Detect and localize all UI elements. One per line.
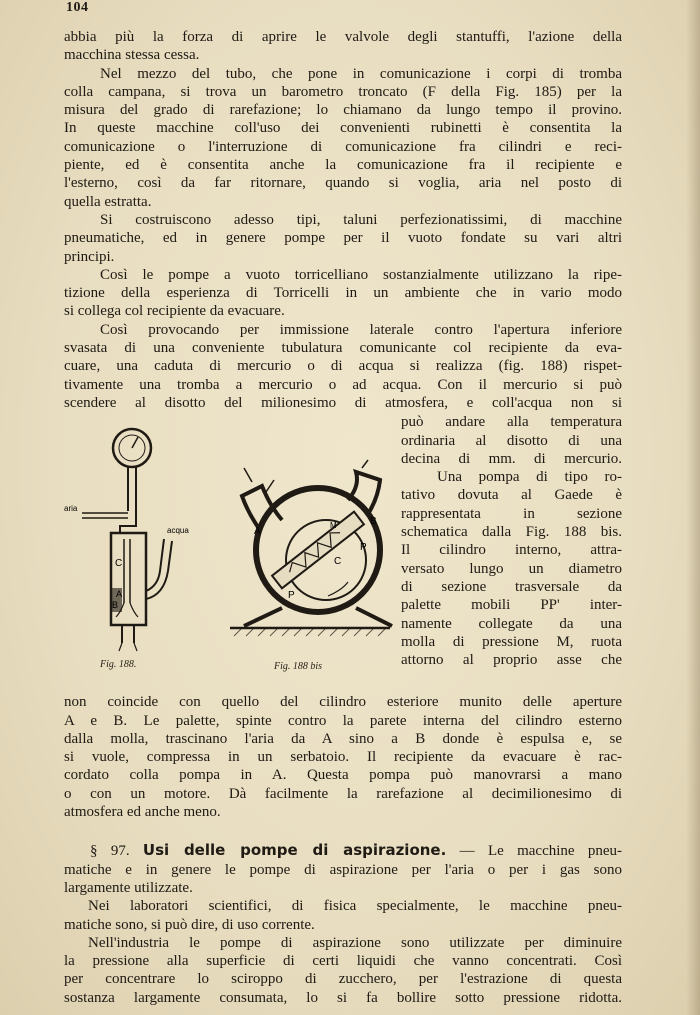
text-line: abbia più la forza di aprire le valvole degli stantuffi, l'azione della <box>64 29 622 45</box>
text-line: non coincide con quello del cilindro esteriore munito delle aperture <box>64 694 622 711</box>
paragraph-9 <box>64 934 622 1007</box>
text-line: cuare, una caduta di mercurio o di acqua si realizza (fig. 188) rispet- <box>64 358 622 375</box>
text-line: Si costruiscono adesso tipi, taluni perfezionatissimi, di macchine <box>100 211 622 228</box>
text-line: colla campana, si trova un barometro troncato (F della Fig. 185) per la <box>64 83 622 100</box>
paragraph-5 <box>64 321 622 412</box>
fig188bis-label-p-left: P <box>288 590 295 602</box>
paragraph-3 <box>64 211 622 266</box>
paragraph-2 <box>64 65 622 211</box>
text-line: palette mobili PP' inter- <box>401 597 622 614</box>
text-line: In queste macchine coll'uso dei convenienti rubinetti è consentita la <box>64 120 622 137</box>
text-line: matiche e in genere le pompe di aspirazione per l'aria o per i gas sono <box>64 861 622 878</box>
section-97 <box>64 841 622 897</box>
text-line: per concentrare lo sciroppo di zucchero, per l'estrazione di questa <box>64 971 622 988</box>
text-line: misura del grado di rarefazione; lo chiamano da lungo tempo il provino. <box>64 102 622 119</box>
body-text <box>64 28 622 1007</box>
figure-zone <box>64 413 622 693</box>
text-line: versato lungo un diametro <box>401 560 622 577</box>
text-line: tivamente una tromba a mercurio o ad acqua. Con il mercurio si può <box>64 376 622 393</box>
text-line: rappresentata in sezione <box>401 505 622 522</box>
fig188-label-c: C <box>115 558 123 570</box>
text-line: Nei laboratori scientifici, di fisica specialmente, le macchine pneu- <box>88 898 622 915</box>
text-line: di sezione trasversale da <box>401 578 622 595</box>
text-line: matiche sono, si può dire, di uso corrente. <box>64 916 315 933</box>
text-line: tativo dovuta al Gaede è <box>401 487 622 504</box>
page-number: 104 <box>66 0 89 15</box>
fig188bis-label-a: A <box>254 526 261 538</box>
text-line: svasata di una conveniente tubulatura comunicante col recipiente da eva- <box>64 340 622 357</box>
text-line: — Le macchine pneu- <box>459 843 623 860</box>
figures <box>64 413 400 693</box>
fig188bis-label-m: M <box>330 521 337 531</box>
fig188-label-acqua: acqua <box>167 526 189 536</box>
paragraph-1 <box>64 28 622 65</box>
text-line: l'esterno, così da far ritornare, quando si voglia, aria nel posto di <box>64 175 622 192</box>
text-line: Così provocando per immissione laterale contro l'apertura inferiore <box>100 321 622 338</box>
figure-188 <box>64 421 189 656</box>
text-line: la pressione alla superficie di certi liquidi che vanno concentrati. Così <box>64 953 622 970</box>
text-line: piente, ed è consentita anche la comunicazione fra il recipiente e <box>64 157 622 174</box>
text-line: A e B. Le palette, spinte contro la parete interna del cilindro esterno <box>64 712 622 729</box>
fig188bis-label-c: C <box>334 556 342 568</box>
text-line: Il cilindro interno, attra- <box>401 542 622 559</box>
section-title: Usi delle pompe di aspirazione. <box>142 841 447 860</box>
text-line: Nell'industria le pompe di aspirazione sono utilizzate per diminuire <box>88 934 622 951</box>
text-line: cordato colla pompa in A. Questa pompa può manovrarsi a mano <box>64 767 622 784</box>
text-line: può andare alla temperatura <box>401 414 622 431</box>
text-line: comunicazione o l'interruzione di comunicazione fra cilindri e reci- <box>64 138 622 155</box>
text-line: si vuole, compressa in un serbatoio. Il recipiente da evacuare è rac- <box>64 749 622 766</box>
text-line: dalla molla, trascinano l'aria da A sino a B donde è espulsa e, se <box>64 730 622 747</box>
fig188-label-b: B <box>112 600 119 611</box>
section-number: § 97. <box>90 843 130 860</box>
text-line: tizione della esperienza di Torricelli in un ambiente che in vario modo <box>64 285 622 302</box>
text-line: si collega col recipiente da evacuare. <box>64 303 285 320</box>
text-line: namente collegate da una <box>401 615 622 632</box>
paragraph-8 <box>64 897 622 934</box>
text-line: atmosfera ed anche meno. <box>64 804 221 821</box>
text-line: largamente utilizzate. <box>64 879 193 896</box>
page-edge-shadow <box>686 0 700 1015</box>
fig188bis-caption: Fig. 188 bis <box>274 661 323 673</box>
fig188bis-label-b: B <box>370 516 377 528</box>
section-heading-line <box>64 841 622 860</box>
fig188-label-aria: aria <box>64 504 78 514</box>
text-line: Nel mezzo del tubo, che pone in comunicazione i corpi di tromba <box>100 65 622 82</box>
wrapped-text-column <box>401 413 622 669</box>
text-line: ordinaria al disotto di una <box>401 432 622 449</box>
fig188-label-a: A <box>116 589 123 600</box>
paragraph-6 <box>64 693 622 821</box>
text-line: decina di mm. di mercurio. <box>401 450 622 467</box>
text-line: scendere al disotto del milionesimo di atmosfera, e coll'acqua non si <box>64 394 622 411</box>
fig188bis-label-p-right: P <box>360 542 367 554</box>
text-line: pneumatiche, ed in genere pompe per il vuoto fondate su vari altri <box>64 230 622 247</box>
text-line: attorno al proprio asse che <box>401 652 622 669</box>
text-line: sostanza largamente consumata, lo si fa bollire sotto pressione ridotta. <box>64 989 622 1006</box>
text-line: schematica dalla Fig. 188 bis. <box>401 524 622 541</box>
paragraph-4 <box>64 266 622 321</box>
text-line: principi. <box>64 248 115 265</box>
text-line: Una pompa di tipo ro- <box>437 469 622 486</box>
text-line: macchina stessa cessa. <box>64 47 200 64</box>
text-line: molla di pressione M, ruota <box>401 633 622 650</box>
fig188-caption: Fig. 188. <box>100 659 137 671</box>
text-line: o con un motore. Dà facilmente la rarefazione al decimilionesimo di <box>64 785 622 802</box>
text-line: Così le pompe a vuoto torricelliano sostanzialmente utilizzano la ripe- <box>100 266 622 283</box>
text-line: quella estratta. <box>64 193 152 210</box>
figure-188-bis <box>230 458 390 638</box>
